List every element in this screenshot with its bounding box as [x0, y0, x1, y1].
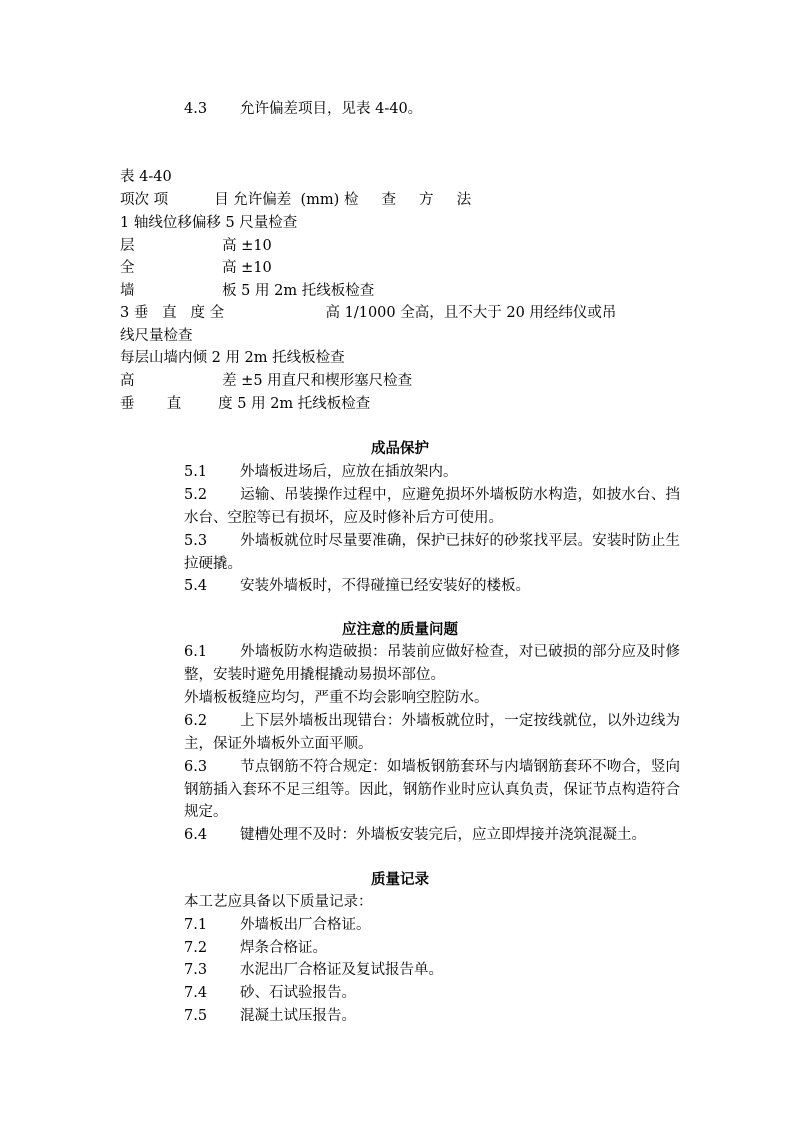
clause-text: 砂、石试验报告。: [240, 985, 356, 1001]
clause-number: 4.3: [184, 101, 208, 117]
clause-text: 外墙板就位时尽量要准确，保护已抹好的砂浆找平层。安装时防止生拉硬撬。: [184, 533, 680, 572]
record-item: [184, 937, 327, 959]
clause-text: 水泥出厂合格证及复试报告单。: [240, 962, 443, 978]
section-title-quality-issues: 应注意的质量问题: [342, 621, 458, 638]
table-row: 1 轴线位移偏移 5 尺量检查: [120, 215, 298, 231]
table-title: 表 4-40: [120, 169, 172, 185]
table-row: 高 差 ±5 用直尺和楔形塞尺检查: [120, 373, 413, 389]
clause-number: 7.1: [184, 917, 208, 933]
clause-number: 7.3: [184, 962, 208, 978]
clause-text: 焊条合格证。: [240, 940, 327, 956]
clause-6-3: [120, 756, 680, 824]
section-title-product-protection: 成品保护: [371, 440, 429, 457]
record-item: [184, 982, 356, 1004]
clause-text: 混凝土试压报告。: [240, 1008, 356, 1024]
clause-6-1-note: [184, 687, 489, 709]
clause-text: 节点钢筋不符合规定：如墙板钢筋套环与内墙钢筋套环不吻合，竖向钢筋插入套环不足三组等。因此，钢筋作业时应认真负责，保证节点构造符合规定。: [184, 759, 680, 820]
section-lead: 本工艺应具备以下质量记录：: [184, 894, 373, 910]
clause-number: 5.2: [184, 487, 208, 503]
clause-number: 6.2: [184, 713, 208, 729]
clause-text: 键槽处理不及时：外墙板安装完后，应立即焊接并浇筑混凝土。: [240, 827, 646, 843]
clause-text: 外墙板板缝应均匀，严重不均会影响空腔防水。: [184, 690, 489, 706]
clause-text: 外墙板出厂合格证。: [240, 917, 371, 933]
clause-5-1: [184, 461, 458, 483]
clause-5-2: [120, 484, 680, 529]
clause-number: 6.1: [184, 644, 208, 660]
section-title-quality-records: 质量记录: [371, 871, 429, 888]
table-row: 3 垂 直 度 全 高 1/1000 全高，且不大于 20 用经纬仪或吊: [120, 305, 617, 321]
clause-text: 允许偏差项目，见表 4-40。: [240, 101, 423, 117]
clause-text: 运输、吊装操作过程中，应避免损坏外墙板防水构造，如披水台、挡水台、空腔等已有损坏，应及时修补后方可使用。: [184, 487, 680, 526]
clause-text: 上下层外墙板出现错台：外墙板就位时，一定按线就位，以外边线为主，保证外墙板外立面平顺。: [184, 713, 680, 752]
clause-number: 7.2: [184, 940, 208, 956]
clause-number: 5.4: [184, 578, 208, 594]
clause-number: 6.4: [184, 827, 208, 843]
clause-number: 7.4: [184, 985, 208, 1001]
record-item: [184, 914, 371, 936]
clause-6-2: [120, 710, 680, 755]
clause-6-1: [120, 641, 680, 686]
table-row: 全 高 ±10: [120, 260, 272, 276]
clause-number: 5.1: [184, 464, 208, 480]
intro-paragraph: [184, 98, 422, 120]
clause-number: 5.3: [184, 533, 208, 549]
clause-text: 外墙板进场后，应放在插放架内。: [240, 464, 458, 480]
table-row: 垂 直 度 5 用 2m 托线板检查: [120, 396, 371, 412]
table-row: 层 高 ±10: [120, 238, 272, 254]
clause-number: 7.5: [184, 1008, 208, 1024]
clause-text: 安装外墙板时，不得碰撞已经安装好的楼板。: [240, 578, 530, 594]
clause-number: 6.3: [184, 759, 208, 775]
record-item: [184, 1005, 356, 1027]
clause-6-4: [184, 824, 646, 846]
clause-text: 外墙板防水构造破损：吊装前应做好检查，对已破损的部分应及时修整，安装时避免用撬棍撬动易损坏部位。: [184, 644, 680, 683]
clause-5-3: [120, 530, 680, 575]
table-row: 每层山墙内倾 2 用 2m 托线板检查: [120, 350, 345, 366]
table-header: 项次 项 目 允许偏差 (mm) 检 查 方 法: [120, 192, 472, 208]
clause-5-4: [184, 575, 530, 597]
table-row: 线尺量检查: [120, 328, 193, 344]
table-row: 墙 板 5 用 2m 托线板检查: [120, 283, 375, 299]
record-item: [184, 959, 443, 981]
